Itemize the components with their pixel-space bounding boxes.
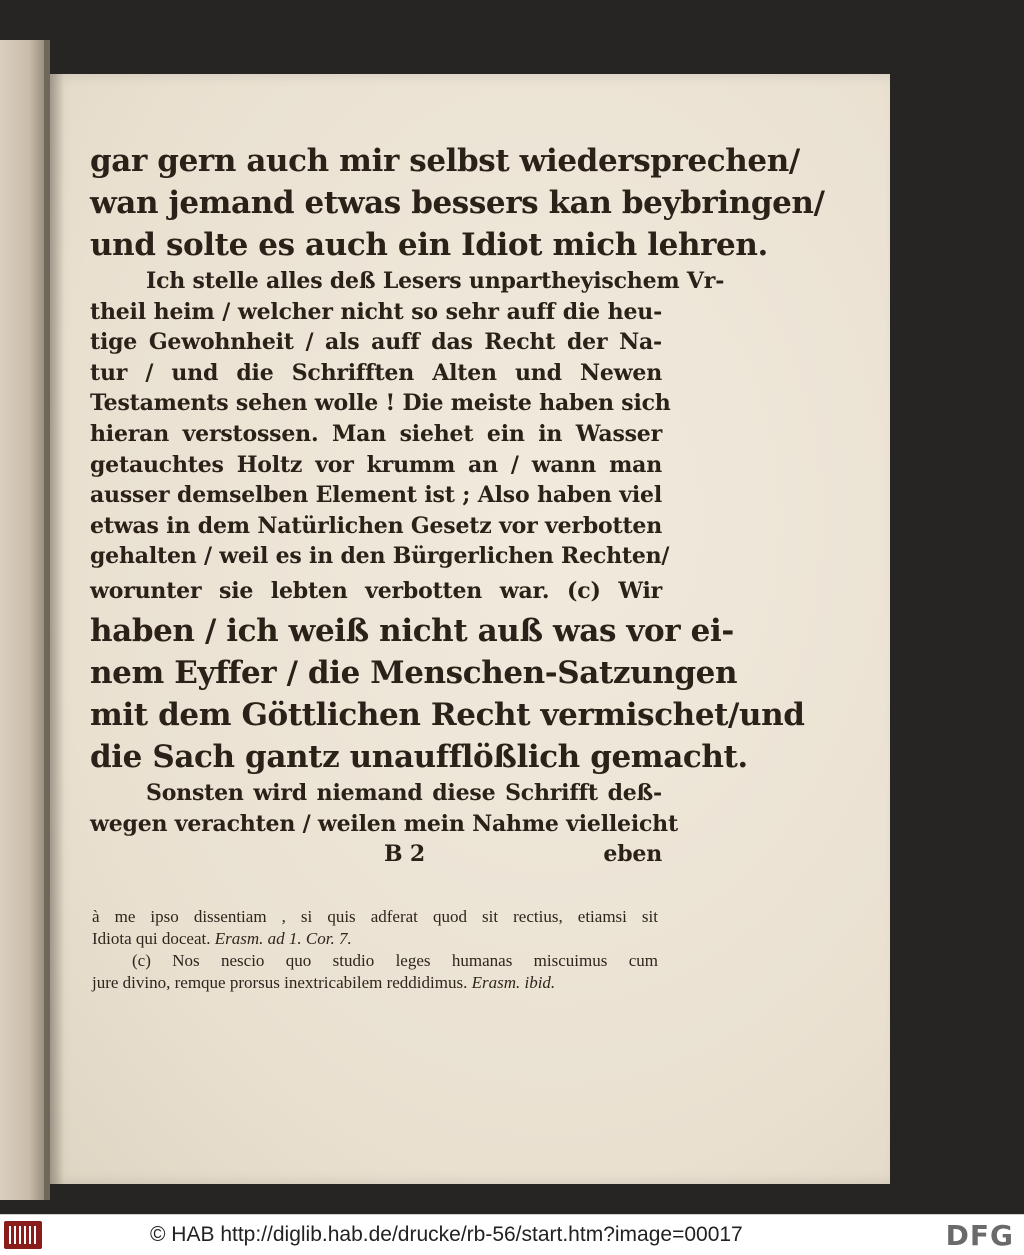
previous-page-edge <box>0 40 48 1200</box>
copyright-link[interactable]: © HAB http://diglib.hab.de/drucke/rb-56/start.htm?image=00017 <box>150 1223 743 1246</box>
text-line: getauchtes Holtz vor krumm an / wann man <box>90 451 662 478</box>
footnotes <box>92 906 658 994</box>
footnote-citation: Erasm. ad 1. Cor. 7. <box>214 929 352 948</box>
signature-mark: B 2 <box>384 841 425 868</box>
text-line: tur / und die Schrifften Alten und Newen <box>90 359 662 386</box>
text-line: ausser demselben Element ist ; Also haben viel <box>90 482 662 509</box>
text-line: mit dem Göttlichen Recht vermischet/und <box>90 696 805 733</box>
footnote-text: jure divino, remque prorsus inextricabilem reddidimus. <box>92 973 468 992</box>
footnote-line: à me ipso dissentiam , si quis adferat quod sit rectius, etiamsi sit <box>92 907 658 926</box>
footnote-line <box>92 972 658 994</box>
hab-logo-icon[interactable] <box>4 1221 42 1249</box>
text-line: theil heim / welcher nicht so sehr auff die heu- <box>90 298 662 325</box>
footnote-text: Idiota qui doceat. <box>92 929 211 948</box>
text-line: die Sach gantz unaufflößlich gemacht. <box>90 738 748 775</box>
text-line: Sonsten wird niemand diese Schrifft deß- <box>146 779 662 806</box>
text-line: nem Eyffer / die Menschen-Satzungen <box>90 654 738 691</box>
text-line: wegen verachten / weilen mein Nahme vielleicht <box>90 810 678 837</box>
catchword-line <box>90 839 662 870</box>
text-line: und solte es auch ein Idiot mich lehren. <box>90 227 768 263</box>
text-line: tige Gewohnheit / als auff das Recht der Na- <box>90 329 662 356</box>
text-line: gehalten / weil es in den Bürgerlichen Rechten/ <box>90 543 670 570</box>
page-gutter <box>50 74 64 1184</box>
footnote-citation: Erasm. ibid. <box>471 973 556 992</box>
text-line: Ich stelle alles deß Lesers unpartheyischem Vr- <box>146 268 725 294</box>
text-line: gar gern auch mir selbst wiedersprechen/ <box>90 143 800 179</box>
footnote-line: (c) Nos nescio quo studio leges humanas miscuimus cum <box>132 951 658 970</box>
footnote-line <box>92 928 658 950</box>
text-line: wan jemand etwas bessers kan beybringen/ <box>90 185 825 221</box>
text-line: etwas in dem Natürlichen Gesetz vor verbotten <box>90 512 662 539</box>
book-page <box>50 74 890 1184</box>
catchword: eben <box>603 841 662 868</box>
text-line: worunter sie lebten verbotten war. (c) Wir <box>90 577 662 604</box>
text-line: Testaments sehen wolle ! Die meiste haben sich <box>90 390 671 417</box>
main-text <box>90 140 825 870</box>
text-line: haben / ich weiß nicht auß was vor ei- <box>90 612 734 649</box>
text-line: hieran verstossen. Man siehet ein in Wasser <box>90 420 662 447</box>
footer-bar <box>0 1214 1024 1255</box>
dfg-logo[interactable]: DFG <box>945 1219 1014 1252</box>
